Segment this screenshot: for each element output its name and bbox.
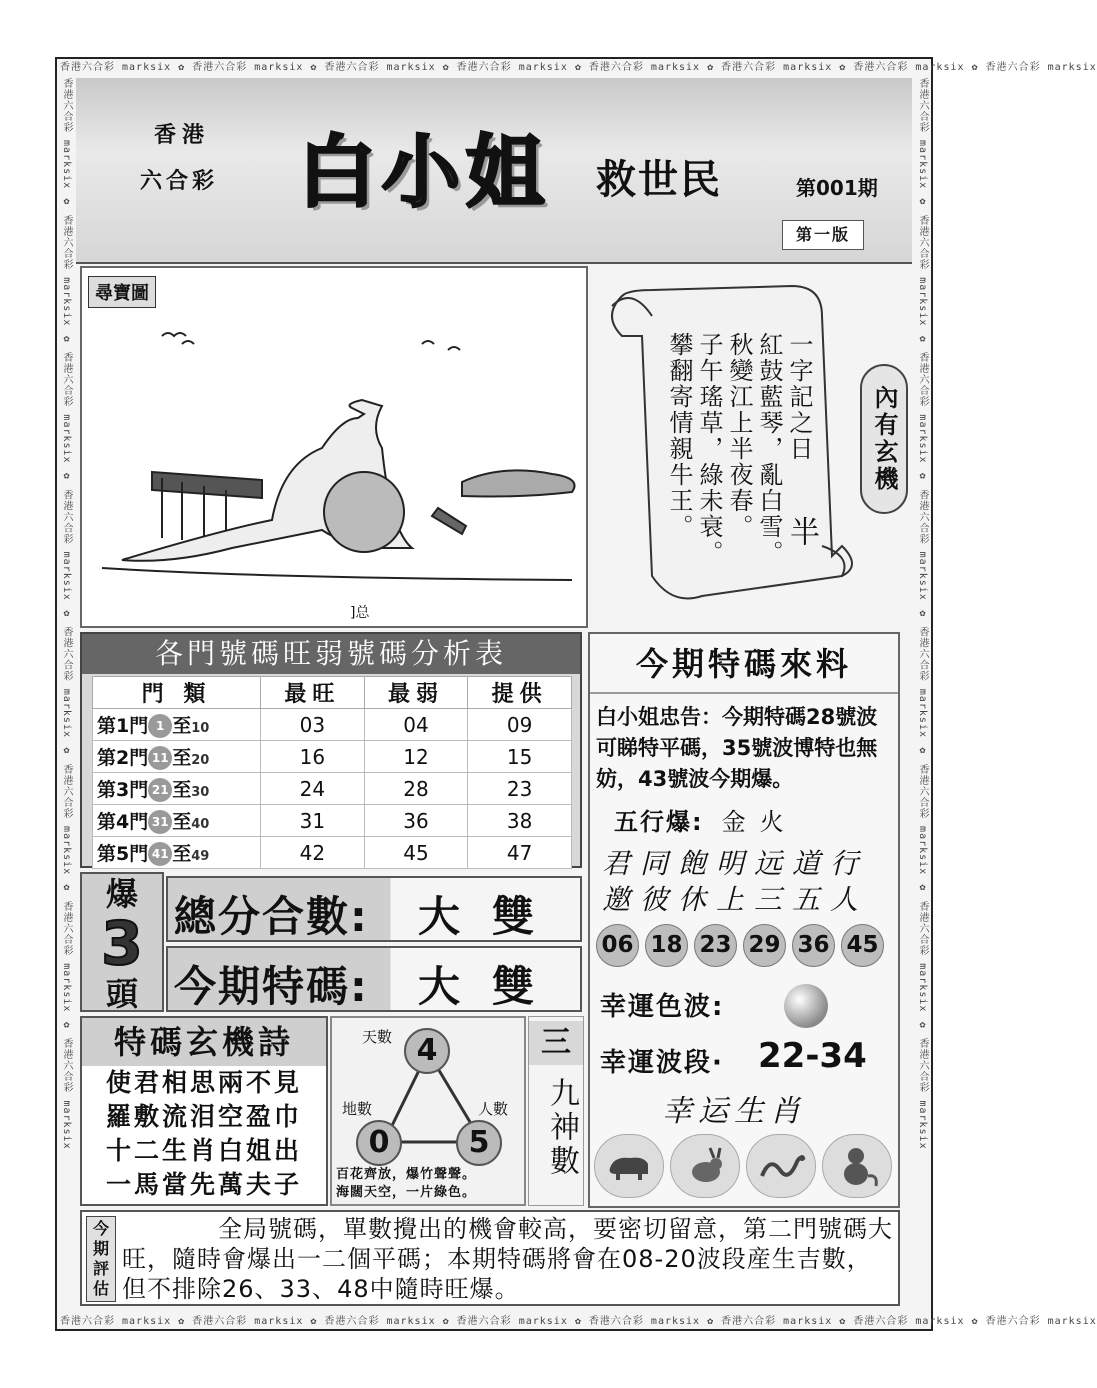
gate-cell: 第1門 1 至10 <box>93 709 261 741</box>
total-sum-value: 大雙 <box>418 892 567 941</box>
burst-three-heads <box>80 872 164 1012</box>
dragon-icon <box>746 1134 816 1198</box>
human-number: 5 <box>456 1120 502 1166</box>
monkey-icon <box>822 1134 892 1198</box>
watermark-right: 香港六合彩 marksix ✿ 香港六合彩 marksix ✿ 香港六合彩 marksix ✿ 香港六合彩 marksix ✿ 香港六合彩 marksix ✿ 香港六合彩 marksix ✿ 香港六合彩 marksix ✿ 香港六合彩 marksix <box>917 78 928 1150</box>
analysis-title: 各門號碼旺弱號碼分析表 <box>82 634 580 674</box>
five-elements: 五行爆: 金火 <box>614 808 798 836</box>
table-row <box>93 837 572 869</box>
side-vertical-box <box>528 1016 584 1206</box>
watermark-top: 香港六合彩 marksix ✿ 香港六合彩 marksix ✿ 香港六合彩 marksix ✿ 香港六合彩 marksix ✿ 香港六合彩 marksix ✿ 香港六合彩 marksix ✿ 香港六合彩 marksix ✿ 香港六合彩 marksix <box>60 62 1097 73</box>
issue-number: 第001期 <box>796 176 878 200</box>
header-banner <box>76 78 912 264</box>
slogan: 救世民 <box>596 156 722 203</box>
human-label: 人數 <box>478 1100 509 1118</box>
number-ball: 45 <box>841 924 884 967</box>
lucky-color-label: 幸運色波: <box>600 992 725 1022</box>
number-ball: 36 <box>792 924 835 967</box>
rabbit-icon <box>670 1134 740 1198</box>
analysis-grid <box>92 676 572 869</box>
scroll-line-2: 紅鼓藍琴，亂白雪。 <box>755 332 783 566</box>
special-code-value: 大雙 <box>418 962 567 1011</box>
lottery-label: 六合彩 <box>140 168 219 194</box>
table-row <box>93 709 572 741</box>
number-ball: 29 <box>743 924 786 967</box>
zodiac-animals <box>594 1134 892 1198</box>
lucky-color-ball <box>784 984 828 1028</box>
assessment-text: 全局號碼，單數攪出的機會較高，要密切留意，第二門號碼大旺，隨時會爆出一二個平碼；本期特碼將會在08-20波段産生吉數，但不排除26、33、48中隨時旺爆。 <box>122 1215 893 1303</box>
watermark-left: 香港六合彩 marksix ✿ 香港六合彩 marksix ✿ 香港六合彩 marksix ✿ 香港六合彩 marksix ✿ 香港六合彩 marksix ✿ 香港六合彩 marksix ✿ 香港六合彩 marksix ✿ 香港六合彩 marksix <box>61 78 72 1150</box>
picture-title: 尋寶圖 <box>88 276 156 308</box>
treasure-picture <box>80 266 588 628</box>
diagram-footnote: 百花齊放，爆竹聲聲。 海闊天空，一片綠色。 <box>336 1167 477 1200</box>
issue-assessment <box>80 1210 900 1306</box>
weakest-cell: 45 <box>364 837 468 869</box>
heaven-earth-human-diagram <box>330 1016 526 1206</box>
offer-cell: 38 <box>468 805 572 837</box>
special-code-label: 今期特碼: <box>174 962 369 1011</box>
earth-number: 0 <box>356 1120 402 1166</box>
poem-line: 羅敷流泪空盈巾 <box>105 1102 302 1131</box>
strongest-cell: 03 <box>261 709 365 741</box>
special-code-row <box>166 946 582 1012</box>
sky-number: 4 <box>404 1028 450 1074</box>
edition-badge: 第一版 <box>782 220 864 250</box>
table-row <box>93 741 572 773</box>
poem-line: 十二生肖白姐出 <box>105 1136 302 1165</box>
poem-line: 使君相思兩不見 <box>105 1068 302 1097</box>
watermark-bottom: 香港六合彩 marksix ✿ 香港六合彩 marksix ✿ 香港六合彩 marksix ✿ 香港六合彩 marksix ✿ 香港六合彩 marksix ✿ 香港六合彩 marksix ✿ 香港六合彩 marksix ✿ 香港六合彩 marksix <box>60 1316 1097 1327</box>
gate-analysis-table <box>80 632 582 868</box>
table-row <box>93 773 572 805</box>
offer-cell: 15 <box>468 741 572 773</box>
weakest-cell: 28 <box>364 773 468 805</box>
weakest-cell: 36 <box>364 805 468 837</box>
lucky-wave-label: 幸運波段· <box>600 1048 724 1078</box>
header-gate: 門 類 <box>93 677 261 709</box>
weakest-cell: 04 <box>364 709 468 741</box>
advice-text: 白小姐忠告：今期特碼28號波可睇特平碼，35號波博特也無妨，43號波今期爆。 <box>596 705 878 791</box>
strongest-cell: 24 <box>261 773 365 805</box>
offer-cell: 47 <box>468 837 572 869</box>
gate-cell: 第2門 11 至20 <box>93 741 261 773</box>
gate-cell: 第5門 41 至49 <box>93 837 261 869</box>
table-row <box>93 805 572 837</box>
earth-label: 地數 <box>342 1100 373 1118</box>
burst-top: 爆 <box>105 875 138 913</box>
hand-line-2: 邀彼休上三五人 <box>602 883 869 916</box>
scroll-line-3: 秋變江上半夜春。 <box>725 332 753 540</box>
burst-number: 3 <box>101 909 143 979</box>
gate-cell: 第3門 21 至30 <box>93 773 261 805</box>
poem-scroll <box>592 276 862 626</box>
number-balls <box>596 924 884 967</box>
header-offer: 提供 <box>468 677 572 709</box>
scroll-line-5: 攀翻寄情親牛王。 <box>665 332 693 540</box>
five-elements-value: 金火 <box>721 808 798 836</box>
scroll-extra: 半 <box>784 516 819 548</box>
scroll-line-1: 一字記之日 <box>785 332 813 462</box>
total-sum-row <box>166 876 582 942</box>
number-ball: 18 <box>645 924 688 967</box>
ox-icon <box>594 1134 664 1198</box>
weakest-cell: 12 <box>364 741 468 773</box>
assessment-label: 今期評估 <box>86 1216 116 1302</box>
total-sum-label: 總分合數: <box>174 892 369 941</box>
special-source-panel <box>588 632 900 1208</box>
offer-cell: 09 <box>468 709 572 741</box>
lucky-wave-range: 22-34 <box>758 1036 867 1076</box>
burst-bottom: 頭 <box>105 975 138 1013</box>
picture-caption: ]总 <box>350 605 370 621</box>
brand-title: 白小姐 <box>298 128 551 218</box>
hand-line-1: 君同飽明远道行 <box>602 847 869 880</box>
region-label: 香港 <box>154 122 211 148</box>
poem-title: 特碼玄機詩 <box>82 1018 326 1066</box>
number-ball: 06 <box>596 924 639 967</box>
kangaroo-illustration <box>82 268 586 626</box>
side-vertical-text: 九神數 <box>544 1077 579 1179</box>
side-three: 三 <box>529 1021 583 1065</box>
strongest-cell: 42 <box>261 837 365 869</box>
strongest-cell: 31 <box>261 805 365 837</box>
header-strongest: 最旺 <box>261 677 365 709</box>
poem-line: 一馬當先萬夫子 <box>105 1170 302 1199</box>
scroll-line-4: 子午瑤草，綠未衰。 <box>695 332 723 566</box>
header-weakest: 最弱 <box>364 677 468 709</box>
mystery-poem <box>80 1016 328 1206</box>
table-header-row <box>93 677 572 709</box>
gate-cell: 第4門 31 至40 <box>93 805 261 837</box>
special-title: 今期特碼來料 <box>590 634 898 694</box>
inside-mystery-badge: 內有玄機 <box>860 364 908 514</box>
number-ball: 23 <box>694 924 737 967</box>
sky-label: 天數 <box>362 1028 393 1046</box>
strongest-cell: 16 <box>261 741 365 773</box>
offer-cell: 23 <box>468 773 572 805</box>
lucky-zodiac-title: 幸运生肖 <box>662 1094 806 1129</box>
